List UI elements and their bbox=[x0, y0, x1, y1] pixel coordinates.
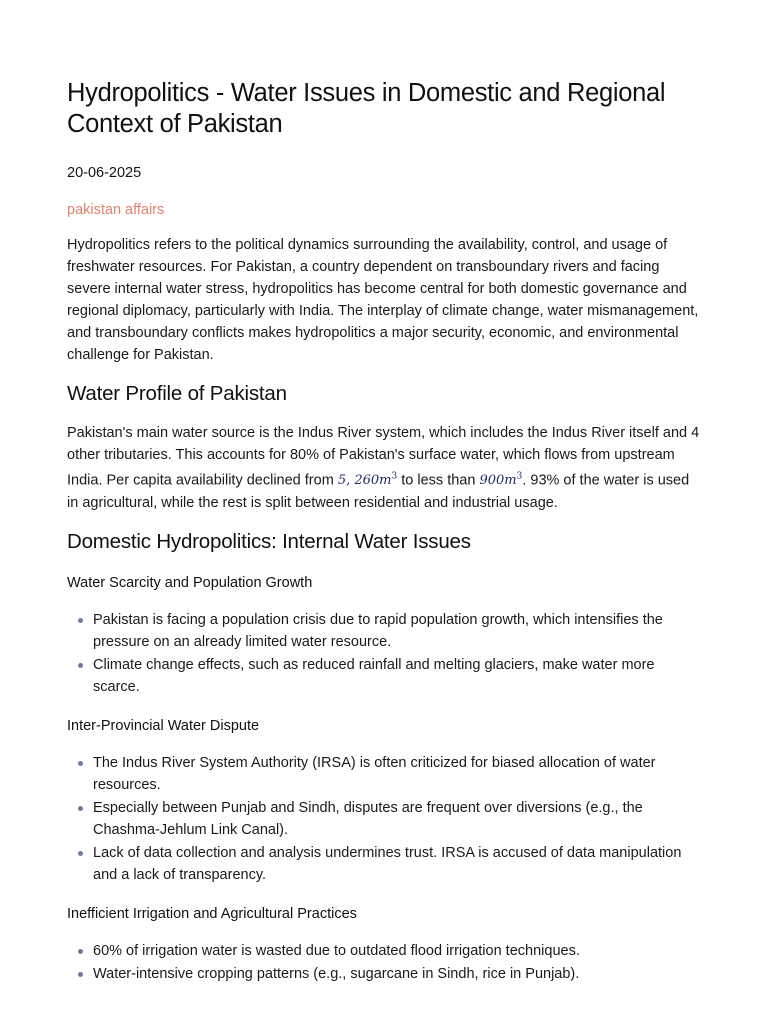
water-profile-text-2: to less than bbox=[397, 472, 480, 489]
bullet-dot-icon bbox=[78, 972, 83, 977]
list-item: Especially between Punjab and Sindh, disputes are frequent over diversions (e.g., the Chashma-Jehlum Link Canal). bbox=[93, 797, 702, 841]
bullet-list-irrigation bbox=[67, 940, 702, 985]
bullet-dot-icon bbox=[78, 618, 83, 623]
subheading-irrigation: Inefficient Irrigation and Agricultural Practices bbox=[67, 906, 357, 923]
intro-paragraph: Hydropolitics refers to the political dynamics surrounding the availability, control, and usage of freshwater resources. For Pakistan, a country dependent on transboundary rivers and facing severe internal water stress, hydropolitics has become central for both domestic governance and regional diplomacy, particularly with India. The interplay of climate change, water mismanagement, and transboundary conflicts makes hydropolitics a major security, economic, and environmental challenge for Pakistan. bbox=[67, 237, 699, 363]
bullet-dot-icon bbox=[78, 949, 83, 954]
water-profile-paragraph bbox=[67, 422, 702, 514]
section-heading-water-profile: Water Profile of Pakistan bbox=[67, 382, 287, 405]
water-profile-text-3: . 93% of the water is used in agricultural, while the rest is split between residential and industrial usage. bbox=[67, 472, 690, 512]
math-value-from: 5, $260m^3$ bbox=[337, 472, 398, 489]
list-item: Water-intensive cropping patterns (e.g., sugarcane in Sindh, rice in Punjab). bbox=[93, 963, 702, 985]
subheading-inter-provincial: Inter-Provincial Water Dispute bbox=[67, 718, 260, 735]
list-item: Lack of data collection and analysis undermines trust. IRSA is accused of data manipulation and a lack of transparency. bbox=[93, 842, 702, 886]
list-item: The Indus River System Authority (IRSA) is often criticized for biased allocation of water resources. bbox=[93, 752, 702, 796]
bullet-dot-icon bbox=[78, 761, 83, 766]
category-link[interactable]: pakistan affairs bbox=[67, 202, 165, 218]
subheading-water-scarcity: Water Scarcity and Population Growth bbox=[67, 575, 313, 592]
list-item: Pakistan is facing a population crisis due to rapid population growth, which intensifies the pressure on an already limited water resource. bbox=[93, 609, 702, 653]
bullet-dot-icon bbox=[78, 806, 83, 811]
list-item: Climate change effects, such as reduced rainfall and melting glaciers, make water more scarce. bbox=[93, 654, 702, 698]
section-heading-domestic: Domestic Hydropolitics: Internal Water Issues bbox=[67, 530, 471, 554]
bullet-dot-icon bbox=[78, 851, 83, 856]
publish-date: 20-06-2025 bbox=[67, 165, 142, 181]
bullet-list-inter-provincial bbox=[67, 752, 702, 886]
bullet-list-water-scarcity bbox=[67, 609, 702, 698]
page-title: Hydropolitics - Water Issues in Domestic and Regional Context of Pakistan bbox=[67, 79, 666, 138]
bullet-dot-icon bbox=[78, 663, 83, 668]
list-item: 60% of irrigation water is wasted due to outdated flood irrigation techniques. bbox=[93, 940, 702, 962]
water-profile-text-1: Pakistan's main water source is the Indus River system, which includes the Indus River itself and 4 other tributaries. This accounts for 80% of Pakistan's surface water, which flows from upstream India. Per capita availability declined from bbox=[67, 425, 700, 489]
math-value-to: $900m^3$ bbox=[479, 472, 523, 489]
